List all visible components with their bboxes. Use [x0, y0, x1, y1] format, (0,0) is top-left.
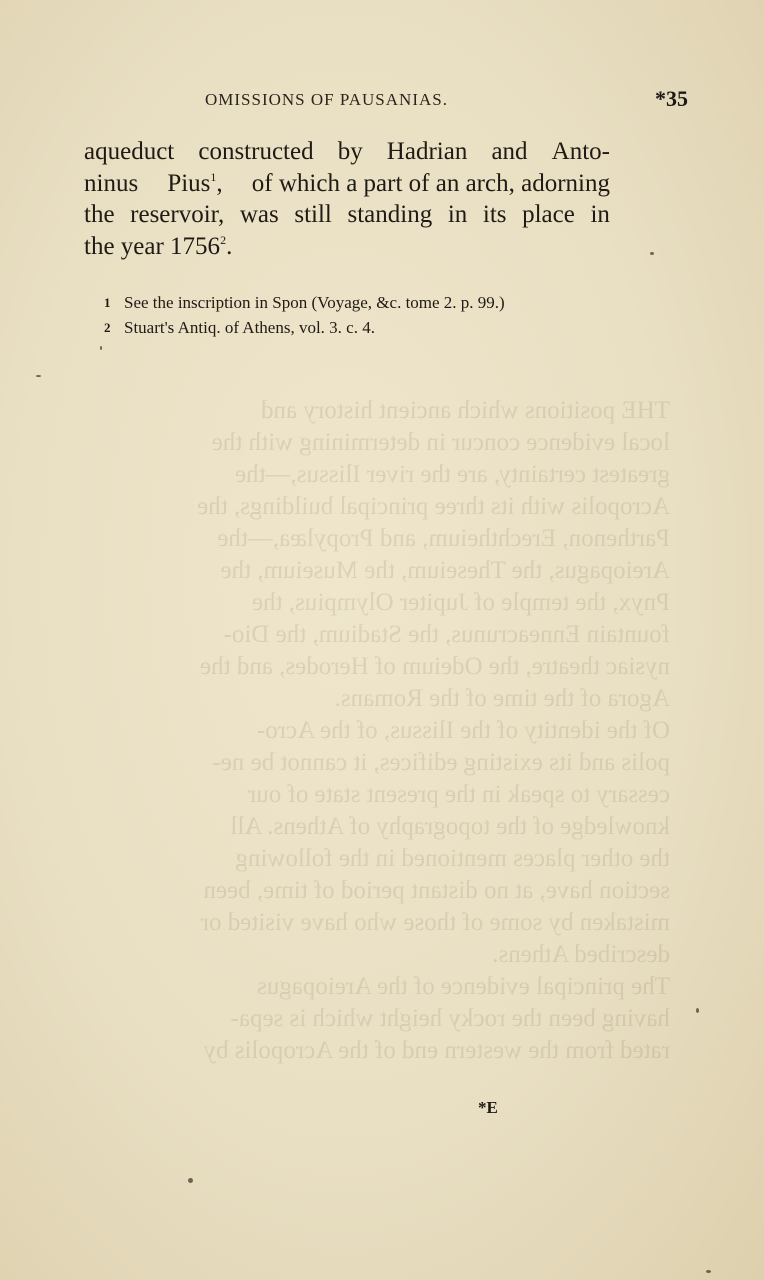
word: its	[482, 201, 507, 228]
text-line-4	[84, 231, 610, 263]
footnote-text: See the inscription in Spon (Voyage, &c. tome 2. p. 99.)	[124, 293, 505, 312]
paper-speck	[100, 346, 102, 350]
footnote-1	[104, 290, 624, 315]
word: ninus	[84, 169, 139, 197]
footnote-ref-2: 2	[220, 232, 227, 247]
word: Hadrian	[386, 138, 468, 165]
main-text	[84, 136, 610, 262]
word: place	[522, 201, 575, 228]
word: standing	[347, 201, 433, 228]
word-with-note: Pius$^1$,	[167, 169, 223, 197]
word: reservoir,	[130, 201, 225, 228]
footnote-text: Stuart's Antiq. of Athens, vol. 3. c. 4.	[124, 318, 375, 337]
footnote-mark: 1	[104, 295, 111, 310]
phrase: the year 1756$^2$.	[84, 232, 233, 260]
paper-speck	[36, 375, 41, 377]
word: Pius	[167, 169, 211, 197]
word: by	[337, 138, 363, 165]
word: was	[239, 201, 279, 228]
footnotes	[104, 290, 624, 340]
paper-speck	[650, 252, 654, 255]
word: and	[491, 138, 528, 165]
word: the	[84, 201, 115, 228]
word: aqueduct	[84, 138, 175, 165]
footnote-mark: 2	[104, 320, 111, 335]
paper-speck	[696, 1008, 699, 1013]
paper-speck	[188, 1178, 193, 1183]
footnote-2	[104, 315, 624, 340]
word: still	[294, 201, 332, 228]
text-line-1	[84, 136, 610, 168]
phrase: of which a part of an arch, adorning	[251, 169, 610, 197]
show-through-text: THE positions which ancient history and local evidence concur in determining with the greatest certainty, are the river Ilissus,—the Acropolis with its three principal buildings, the Parthenon, Erechtheium, and Propylæa,—the Areiopagus, the Theseium, the Museium, the Pnyx, the temple of Jupiter Olympius, the fountain Enneacrunus, the Stadium, the Dio- nysiac theatre, the Odeium of Herodes, and the Agora of the time of the Romans. Of the identity of the Ilissus, of the Acro- polis and its existing edifices, it cannot be ne- cessary to speak in the present state of our knowledge of the topography of Athens. All the other places mentioned in the following section have, at no distant period of time, been mistaken by some of those who have visited or described Athens. The principal evidence of the Areiopagus having been the rocky height which is sepa- rated from the western end of the Acropolis by	[197, 397, 670, 1064]
signature-mark: *E	[478, 1098, 498, 1117]
word: in	[590, 201, 610, 228]
text-line-3	[84, 199, 610, 231]
phrase-text: the year 1756	[84, 232, 221, 260]
text-line-2	[84, 168, 610, 200]
word: in	[447, 201, 468, 228]
running-head: OMISSIONS OF PAUSANIAS.	[205, 90, 448, 109]
page-number: *35	[655, 86, 688, 111]
word: constructed	[198, 138, 314, 165]
paper-speck	[706, 1270, 711, 1273]
word: Anto-	[551, 138, 610, 165]
footnote-ref-1: 1	[210, 169, 217, 184]
